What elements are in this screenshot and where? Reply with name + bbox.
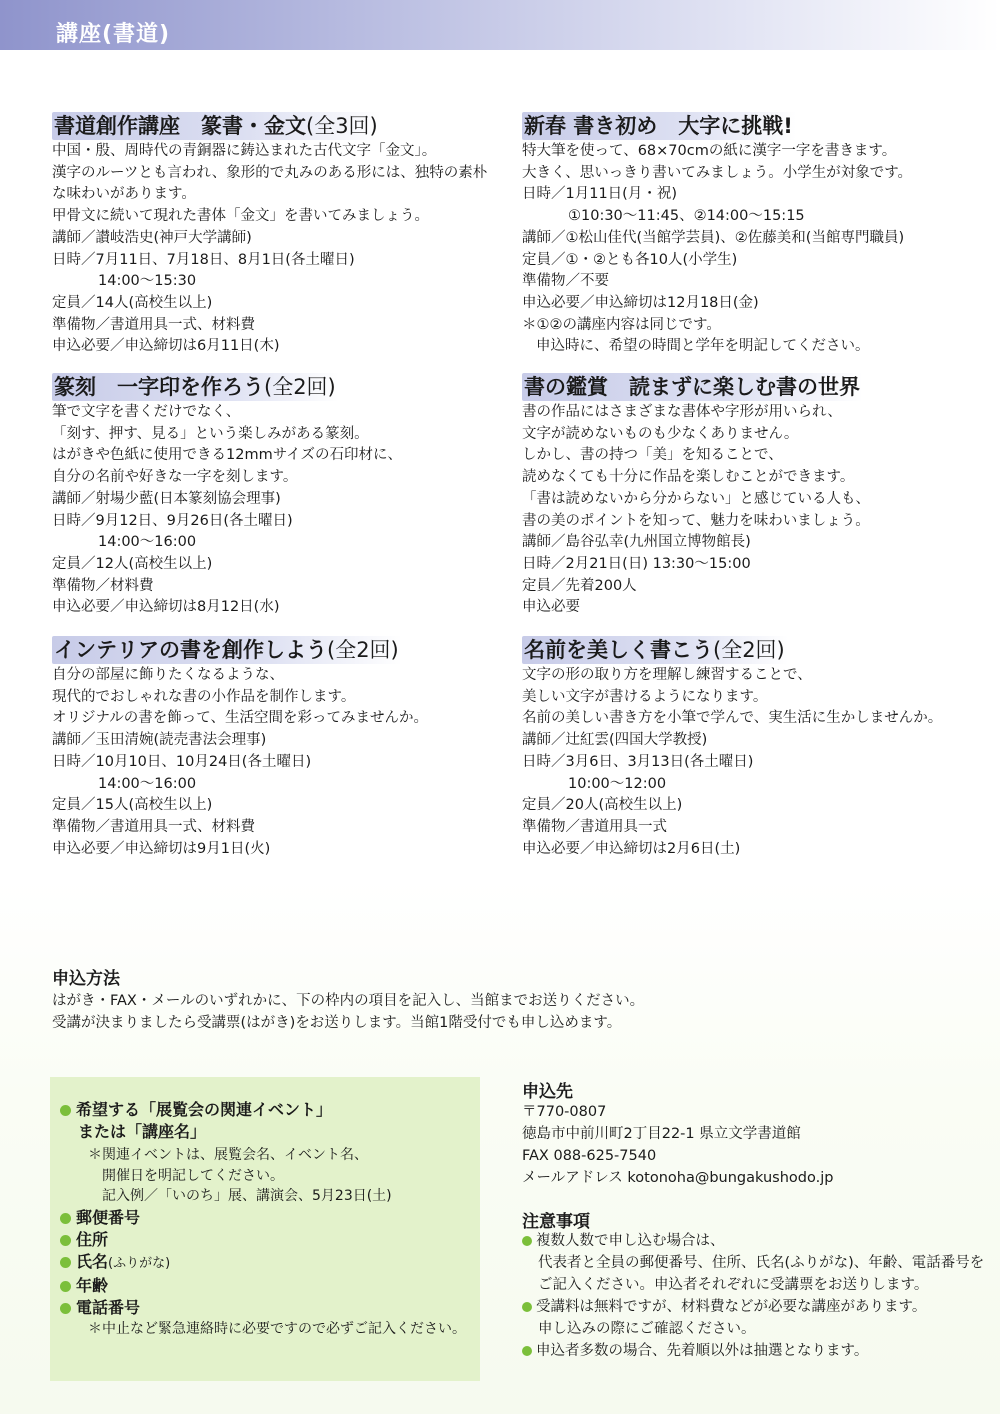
course-text: 筆で文字を書くだけでなく、 xyxy=(52,404,241,420)
course-instructor: 講師／讃岐浩史(神戸大学講師) xyxy=(52,229,252,246)
course-instructor: 講師／①松山佳代(当館学芸員)、②佐藤美和(当館専門職員) xyxy=(522,229,905,246)
header-band xyxy=(0,0,1000,50)
course-title-text: インテリアの書を創作しよう xyxy=(54,638,327,662)
course-text: 現代的でおしゃれな書の小作品を制作します。 xyxy=(52,688,356,705)
course-deadline: 申込必要 xyxy=(522,599,580,616)
course-text: 美しい文字が書けるようになります。 xyxy=(522,688,768,705)
course-count: (全2回) xyxy=(264,375,336,399)
note-item xyxy=(522,1296,984,1318)
form-item-name-label: 氏名 xyxy=(76,1251,109,1271)
course-deadline: 申込必要／申込締切は2月6日(土) xyxy=(522,840,741,857)
form-item-phone-label: 電話番号 xyxy=(76,1297,141,1317)
course-text: はがきや色紙に使用できる12mmサイズの石印材に、 xyxy=(52,447,403,464)
course-instructor: 講師／玉田清婉(読売書法会理事) xyxy=(52,732,267,749)
course-materials: 準備物／書道用具一式、材料費 xyxy=(52,316,255,333)
course-title xyxy=(52,636,402,664)
course-capacity: 定員／15人(高校生以上) xyxy=(52,797,213,814)
course-materials: 準備物／書道用具一式、材料費 xyxy=(52,818,255,835)
course-materials: 準備物／書道用具一式 xyxy=(522,818,667,835)
course-text: 名前の美しい書き方を小筆で学んで、実生活に生かしませんか。 xyxy=(522,710,943,727)
course-text: オリジナルの書を飾って、生活空間を彩ってみませんか。 xyxy=(52,710,428,727)
bullet-icon xyxy=(60,1235,71,1246)
destination-fax: FAX 088-625-7540 xyxy=(522,1148,657,1164)
course-text: 読めなくても十分に作品を楽しむことができます。 xyxy=(522,469,855,486)
note-text: ご記入ください。申込者それぞれに受講票をお送りします。 xyxy=(538,1277,929,1293)
course-date: 日時／10月10日、10月24日(各土曜日) xyxy=(52,753,312,770)
course-time: 14:00〜16:00 xyxy=(98,775,197,792)
bullet-icon xyxy=(60,1303,71,1314)
course-tenkoku xyxy=(52,373,482,619)
course-kanshou xyxy=(522,373,952,619)
course-namae xyxy=(522,636,952,860)
course-materials: 準備物／材料費 xyxy=(52,577,154,594)
course-text: 大きく、思いっきり書いてみましょう。小学生が対象です。 xyxy=(522,164,913,181)
form-phone-note: ＊中止など緊急連絡時に必要ですので必ずご記入ください。 xyxy=(88,1320,466,1337)
course-date: 日時／3月6日、3月13日(各土曜日) xyxy=(522,753,754,770)
course-note: 申込時に、希望の時間と学年を明記してください。 xyxy=(536,338,870,355)
destination-address: 徳島市中前川町2丁目22-1 県立文学書道館 xyxy=(522,1126,801,1142)
course-title xyxy=(522,112,796,140)
course-text: 自分の名前や好きな一字を刻します。 xyxy=(52,469,298,486)
destination-email: メールアドレス kotonoha@bungakushodo.jp xyxy=(522,1170,834,1186)
course-text: 甲骨文に続いて現れた書体「金文」を書いてみましょう。 xyxy=(52,208,429,225)
page-title: 講座(書道) xyxy=(56,22,171,47)
course-capacity: 定員／12人(高校生以上) xyxy=(52,555,213,572)
course-text: 自分の部屋に飾りたくなるような、 xyxy=(52,667,284,683)
course-title xyxy=(522,373,863,401)
course-title xyxy=(52,112,381,140)
course-text: 書の作品にはさまざまな書体や字形が用いられ、 xyxy=(522,404,842,420)
form-example: 記入例／「いのち」展、講演会、5月23日(土) xyxy=(102,1188,392,1204)
bullet-icon xyxy=(522,1236,532,1246)
apply-method-text: はがき・FAX・メールのいずれかに、下の枠内の項目を記入し、当館までお送りください。 xyxy=(52,993,645,1009)
course-title xyxy=(522,636,788,664)
course-capacity: 定員／①・②とも各10人(小学生) xyxy=(522,251,738,268)
course-title-text: 書道創作講座 篆書・金文 xyxy=(54,114,306,138)
course-text: 中国・殷、周時代の青銅器に鋳込まれた古代文字「金文」。 xyxy=(52,143,437,159)
form-item-name xyxy=(60,1251,466,1275)
destination-postal: 〒770-0807 xyxy=(522,1104,607,1120)
course-text: 漢字のルーツとも言われ、象形的で丸みのある形には、独特の素朴 xyxy=(52,164,488,181)
course-capacity: 定員／14人(高校生以上) xyxy=(52,294,213,311)
course-date: 日時／2月21日(日) 13:30〜15:00 xyxy=(522,555,751,572)
bullet-icon xyxy=(60,1213,71,1224)
course-materials: 準備物／不要 xyxy=(522,273,609,290)
course-text: 文字が読めないものも少なくありません。 xyxy=(522,425,799,442)
course-count: (全2回) xyxy=(713,638,785,662)
form-item-phone xyxy=(60,1297,466,1319)
course-instructor: 講師／射場少藍(日本篆刻協会理事) xyxy=(52,490,281,507)
note-item xyxy=(522,1230,984,1252)
course-title xyxy=(52,373,339,401)
form-item-age-label: 年齢 xyxy=(76,1275,109,1295)
course-capacity: 定員／先着200人 xyxy=(522,577,637,594)
course-interior xyxy=(52,636,482,860)
course-time: ①10:30〜11:45、②14:00〜15:15 xyxy=(568,208,805,225)
bullet-icon xyxy=(60,1257,71,1268)
course-text: 「書は読めないから分からない」と感じている人も、 xyxy=(522,490,870,507)
course-capacity: 定員／20人(高校生以上) xyxy=(522,797,683,814)
course-time: 14:00〜15:30 xyxy=(98,273,197,290)
course-text: な味わいがあります。 xyxy=(52,186,196,203)
form-item-postal xyxy=(60,1207,466,1229)
course-text: 「刻す、押す、見る」という楽しみがある篆刻。 xyxy=(52,425,369,442)
course-instructor: 講師／島谷弘幸(九州国立博物館長) xyxy=(522,534,751,551)
course-text: 文字の形の取り方を理解し練習することで、 xyxy=(522,667,812,683)
form-item-address-label: 住所 xyxy=(76,1229,109,1249)
note-item xyxy=(522,1340,984,1362)
course-title-text: 新春 書き初め 大字に挑戦! xyxy=(524,114,793,138)
form-item-event-cont: または「講座名」 xyxy=(78,1122,207,1141)
notes-list xyxy=(522,1230,984,1362)
bullet-icon xyxy=(522,1302,532,1312)
form-note: ＊関連イベントは、展覧会名、イベント名、 xyxy=(88,1147,368,1163)
notes-heading: 注意事項 xyxy=(522,1212,590,1232)
course-date: 日時／9月12日、9月26日(各土曜日) xyxy=(52,512,293,529)
form-item-name-kana: (ふりがな) xyxy=(108,1255,171,1271)
application-form-items xyxy=(50,1077,480,1381)
course-text: 特大筆を使って、68×70cmの紙に漢字一字を書きます。 xyxy=(522,143,897,159)
bullet-icon xyxy=(60,1105,71,1116)
course-text: しかし、書の持つ「美」を知ることで、 xyxy=(522,447,783,464)
apply-method-text: 受講が決まりましたら受講票(はがき)をお送りします。当館1階受付でも申し込めます。 xyxy=(52,1015,622,1031)
bullet-icon xyxy=(60,1281,71,1292)
course-deadline: 申込必要／申込締切は9月1日(火) xyxy=(52,840,271,857)
course-title-text: 篆刻 一字印を作ろう xyxy=(54,375,264,399)
course-note: ＊①②の講座内容は同じです。 xyxy=(522,316,721,333)
note-text: 申込者多数の場合、先着順以外は抽選となります。 xyxy=(536,1343,869,1359)
course-text: 書の美のポイントを知って、魅力を味わいましょう。 xyxy=(522,512,870,529)
course-count: (全3回) xyxy=(306,114,378,138)
note-text: 複数人数で申し込む場合は、 xyxy=(536,1233,725,1249)
note-text: 受講料は無料ですが、材料費などが必要な講座があります。 xyxy=(536,1299,927,1315)
course-date: 日時／1月11日(月・祝) xyxy=(522,186,677,203)
form-item-event xyxy=(60,1099,466,1121)
form-item-event-label: 希望する「展覧会の関連イベント」 xyxy=(76,1100,333,1119)
destination-heading: 申込先 xyxy=(522,1082,573,1102)
course-date: 日時／7月11日、7月18日、8月1日(各土曜日) xyxy=(52,251,355,268)
course-deadline: 申込必要／申込締切は12月18日(金) xyxy=(522,294,759,311)
course-time: 14:00〜16:00 xyxy=(98,534,197,551)
course-shodo-souzaku xyxy=(52,112,488,358)
course-deadline: 申込必要／申込締切は8月12日(水) xyxy=(52,599,280,616)
course-count: (全2回) xyxy=(327,638,399,662)
form-note: 開催日を明記してください。 xyxy=(102,1167,284,1184)
note-text: 申し込みの際にご確認ください。 xyxy=(538,1321,756,1337)
course-kakizome xyxy=(522,112,952,358)
note-text: 代表者と全員の郵便番号、住所、氏名(ふりがな)、年齢、電話番号を xyxy=(538,1255,985,1271)
form-item-age xyxy=(60,1275,466,1297)
form-item-postal-label: 郵便番号 xyxy=(76,1207,141,1227)
course-time: 10:00〜12:00 xyxy=(568,775,667,792)
form-item-address xyxy=(60,1229,466,1251)
course-title-text: 名前を美しく書こう xyxy=(524,638,713,662)
apply-method-heading: 申込方法 xyxy=(52,969,120,989)
bullet-icon xyxy=(522,1346,532,1356)
course-title-text: 書の鑑賞 読まずに楽しむ書の世界 xyxy=(524,375,860,399)
course-deadline: 申込必要／申込締切は6月11日(木) xyxy=(52,338,280,355)
course-instructor: 講師／辻紅雲(四国大学教授) xyxy=(522,732,708,749)
